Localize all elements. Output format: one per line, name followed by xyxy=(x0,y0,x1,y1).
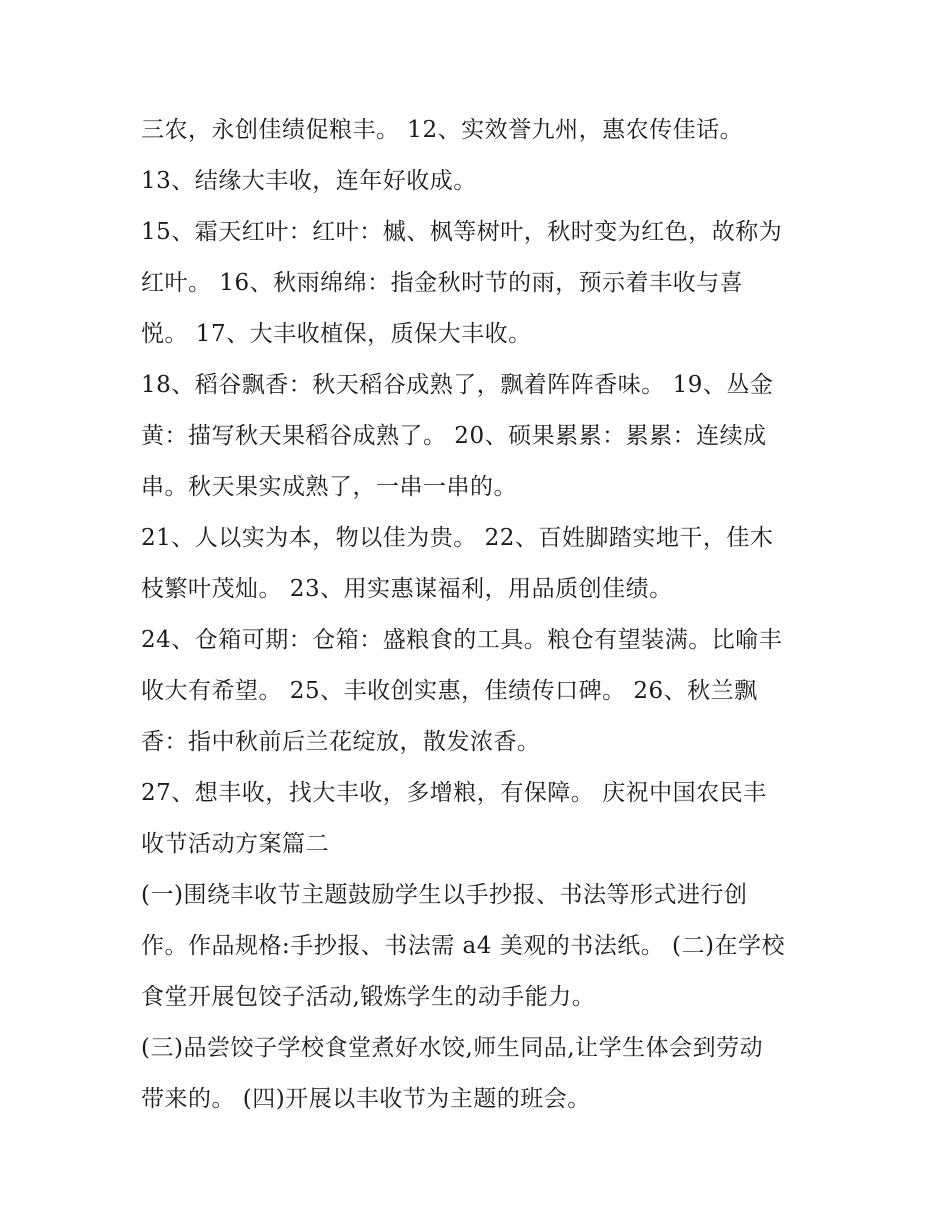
text-line: (一)围绕丰收节主题鼓励学生以手抄报、书法等形式进行创 xyxy=(141,882,748,908)
text-line: 21、人以实为本，物以佳为贵。 22、百姓脚踏实地干，佳木 xyxy=(141,525,774,551)
text-line: 收大有希望。 25、丰收创实惠，佳绩传口碑。 26、秋兰飘 xyxy=(141,678,758,704)
text-line: 15、霜天红叶：红叶：槭、枫等树叶，秋时变为红色，故称为 xyxy=(141,219,783,245)
text-line: 18、稻谷飘香：秋天稻谷成熟了，飘着阵阵香味。 19、丛金 xyxy=(141,372,774,398)
text-line: 三农，永创佳绩促粮丰。 12、实效誉九州，惠农传佳话。 xyxy=(141,117,744,143)
text-line: 收节活动方案篇二 xyxy=(141,831,329,857)
text-line: 带来的。 (四)开展以丰收节为主题的班会。 xyxy=(141,1086,591,1112)
text-line: (三)品尝饺子学校食堂煮好水饺,师生同品,让学生体会到劳动 xyxy=(141,1035,764,1061)
text-line: 串。秋天果实成熟了，一串一串的。 xyxy=(141,474,517,500)
text-line: 悦。 17、大丰收植保，质保大丰收。 xyxy=(141,321,532,347)
text-line: 13、结缘大丰收，连年好收成。 xyxy=(141,168,477,194)
text-line: 24、仓箱可期：仓箱：盛粮食的工具。粮仓有望装满。比喻丰 xyxy=(141,627,783,653)
text-line: 红叶。 16、秋雨绵绵：指金秋时节的雨，预示着丰收与喜 xyxy=(141,270,744,296)
text-line: 香：指中秋前后兰花绽放，散发浓香。 xyxy=(141,729,541,755)
text-line: 枝繁叶茂灿。 23、用实惠谋福利，用品质创佳绩。 xyxy=(141,576,673,602)
text-line: 黄：描写秋天果稻谷成熟了。 20、硕果累累：累累：连续成 xyxy=(141,423,767,449)
text-line: 作。作品规格:手抄报、书法需 a4 美观的书法纸。 (二)在学校 xyxy=(141,933,785,959)
text-line: 27、想丰收，找大丰收，多增粮，有保障。 庆祝中国农民丰 xyxy=(141,780,767,806)
document-body xyxy=(141,109,841,1129)
text-line: 食堂开展包饺子活动,锻炼学生的动手能力。 xyxy=(141,984,596,1010)
